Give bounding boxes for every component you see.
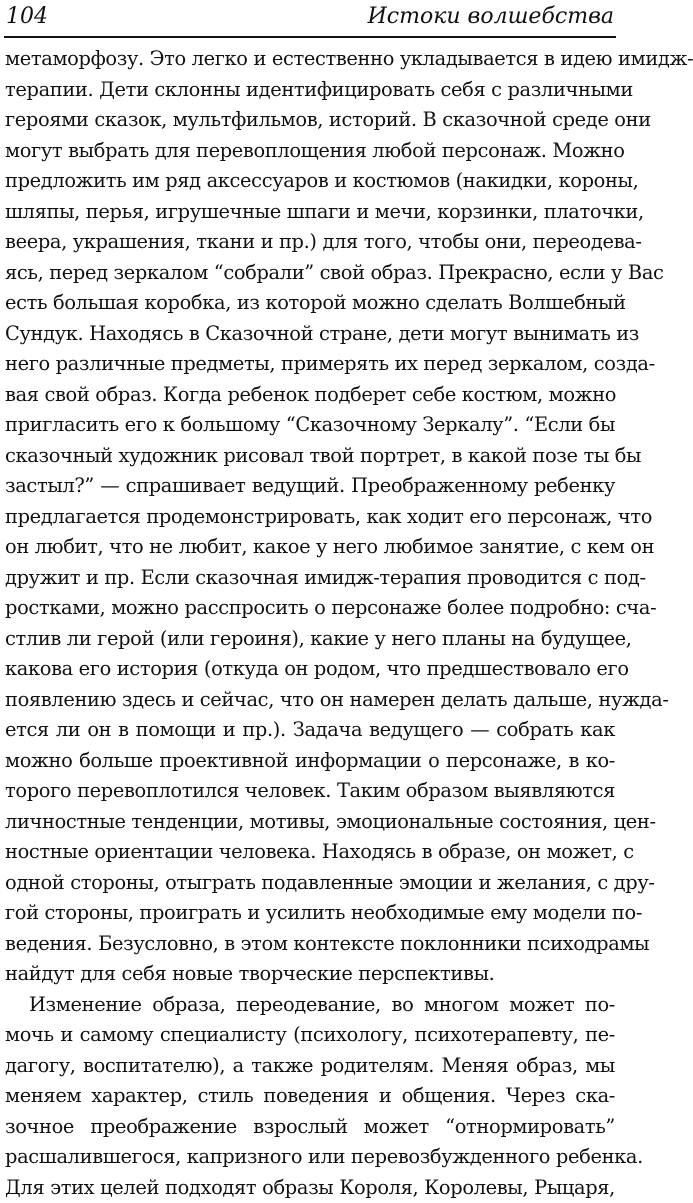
text-line: Сундук. Находясь в Сказочной стране, дети могут вынимать из (5, 319, 615, 350)
text-line: он любит, что не любит, какое у него любимое занятие, с кем он (5, 532, 615, 563)
text-line: зочное преображение взрослый может “отнормировать” (5, 1112, 615, 1143)
text-line: веера, украшения, ткани и пр.) для того, чтобы они, переодева- (5, 227, 615, 258)
text-line: личностные тенденции, мотивы, эмоциональные состояния, цен- (5, 807, 615, 838)
text-line: предлагается продемонстрировать, как ходит его персонаж, что (5, 502, 615, 533)
text-line: Для этих целей подходят образы Короля, Королевы, Рыцаря, (5, 1173, 615, 1203)
text-line: пригласить его к большому “Сказочному Зеркалу”. “Если бы (5, 410, 615, 441)
text-line: застыл?” — спрашивает ведущий. Преображенному ребенку (5, 471, 615, 502)
text-line: могут выбрать для перевоплощения любой персонаж. Можно (5, 136, 615, 167)
text-line: ясь, перед зеркалом “собрали” свой образ. Прекрасно, если у Вас (5, 258, 615, 289)
text-line: ностные ориентации человека. Находясь в образе, он может, с (5, 837, 615, 868)
text-line: терапии. Дети склонны идентифицировать себя с различными (5, 75, 615, 106)
header-rule (4, 36, 616, 38)
text-line: метаморфозу. Это легко и естественно укладывается в идею имидж- (5, 44, 615, 75)
text-line: торого перевоплотился человек. Таким образом выявляются (5, 776, 615, 807)
running-head (6, 4, 614, 36)
text-line: есть большая коробка, из которой можно сделать Волшебный (5, 288, 615, 319)
text-line: дружит и пр. Если сказочная имидж-терапия проводится с под- (5, 563, 615, 594)
book-title: Истоки волшебства (368, 4, 614, 29)
text-line: ведения. Безусловно, в этом контексте поклонники психодрамы (5, 929, 615, 960)
paragraph-end-line: найдут для себя новые творческие перспективы. (5, 959, 615, 990)
text-line: ется ли он в помощи и пр.). Задача ведущего — собрать как (5, 715, 615, 746)
text-line: расшалившегося, капризного или перевозбужденного ребенка. (5, 1142, 615, 1173)
text-line: шляпы, перья, игрушечные шпаги и мечи, корзинки, платочки, (5, 197, 615, 228)
text-line: появлению здесь и сейчас, что он намерен делать дальше, нужда- (5, 685, 615, 716)
page-number: 104 (6, 4, 48, 29)
text-line: сказочный художник рисовал твой портрет, в какой позе ты бы (5, 441, 615, 472)
text-line: вая свой образ. Когда ребенок подберет себе костюм, можно (5, 380, 615, 411)
text-line: стлив ли герой (или героиня), какие у него планы на будущее, (5, 624, 615, 655)
text-line: можно больше проективной информации о персонаже, в ко- (5, 746, 615, 777)
text-line: героями сказок, мультфильмов, историй. В сказочной среде они (5, 105, 615, 136)
body-text (5, 44, 615, 1203)
text-line: него различные предметы, примерять их перед зеркалом, созда- (5, 349, 615, 380)
text-line: гой стороны, проиграть и усилить необходимые ему модели по- (5, 898, 615, 929)
text-line: дагогу, воспитателю), а также родителям. Меняя образ, мы (5, 1051, 615, 1082)
text-line: какова его история (откуда он родом, что предшествовало его (5, 654, 615, 685)
text-line: предложить им ряд аксессуаров и костюмов (накидки, короны, (5, 166, 615, 197)
text-line: одной стороны, отыграть подавленные эмоции и желания, с дру- (5, 868, 615, 899)
text-line: меняем характер, стиль поведения и общения. Через ска- (5, 1081, 615, 1112)
paragraph-start-line: Изменение образа, переодевание, во многом может по- (5, 990, 615, 1021)
text-line: ростками, можно расспросить о персонаже более подробно: сча- (5, 593, 615, 624)
text-line: мочь и самому специалисту (психологу, психотерапевту, пе- (5, 1020, 615, 1051)
